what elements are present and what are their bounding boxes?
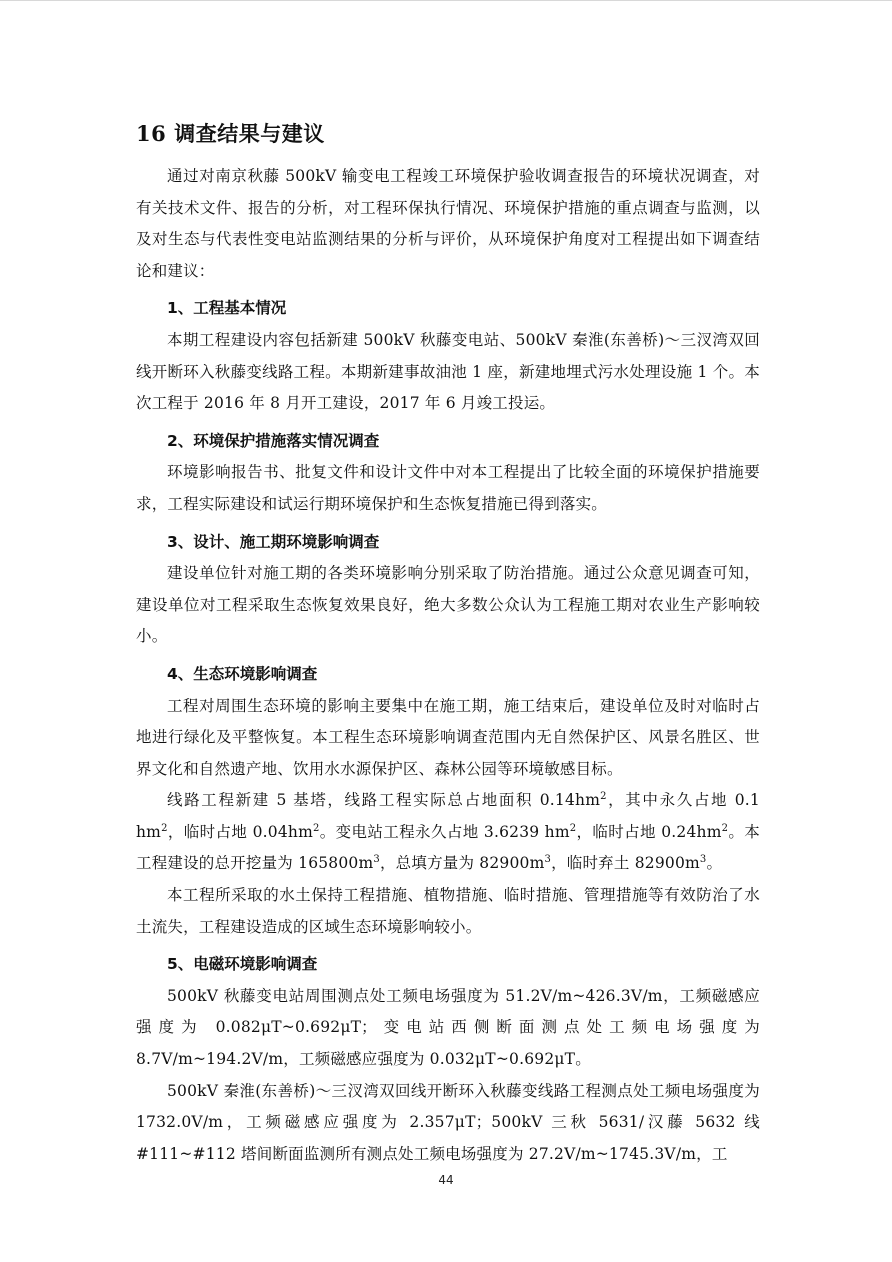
- intro-paragraph: 通过对南京秋藤 500kV 输变电工程竣工环境保护验收调查报告的环境状况调查，对有关技术文件、报告的分析，对工程环保执行情况、环境保护措施的重点调查与监测，以及对生态与代表性变电站监测结果的分析与评价，从环境保护角度对工程提出如下调查结论和建议：: [136, 167, 760, 280]
- heading-protection-measures: 2、环境保护措施落实情况调查: [167, 431, 380, 450]
- heading-basic-info: 1、工程基本情况: [167, 299, 287, 318]
- paragraph-basic-info: 本期工程建设内容包括新建 500kV 秋藤变电站、500kV 秦淮(东善桥)～三汊湾双回线开断环入秋藤变线路工程。本期新建事故油池 1 座，新建地埋式污水处理设施 1 个。本次工程于 2016 年 8 月开工建设，2017 年 6 月竣工投运。: [136, 330, 760, 413]
- paragraph-construction-impact: 建设单位针对施工期的各类环境影响分别采取了防治措施。通过公众意见调查可知，建设单位对工程采取生态恢复效果良好，绝大多数公众认为工程施工期对农业生产影响较小。: [136, 564, 760, 646]
- section-number: 16: [136, 121, 167, 146]
- section-title-text: 调查结果与建议: [174, 122, 325, 146]
- paragraph-ecological-impact: 工程对周围生态环境的影响主要集中在施工期，施工结束后，建设单位及时对临时占地进行绿化及平整恢复。本工程生态环境影响调查范围内无自然保护区、风景名胜区、世界文化和自然遗产地、饮用水水源保护区、森林公园等环境敏感目标。: [136, 696, 760, 778]
- paragraph-line-em: 500kV 秦淮(东善桥)～三汊湾双回线开断环入秋藤变线路工程测点处工频电场强度为 1732.0V/m，工频磁感应强度为 2.357μT；500kV 三秋 5631/汉藤 5632 线#111~#112 塔间断面监测所有测点处工频电场强度为 27.2V/m~1745.3V/m，工: [136, 1081, 760, 1163]
- paragraph-protection-measures: 环境影响报告书、批复文件和设计文件中对本工程提出了比较全面的环境保护措施要求，工程实际建设和试运行期环境保护和生态恢复措施已得到落实。: [136, 463, 760, 513]
- page-number: 44: [438, 1173, 454, 1187]
- section-title: [136, 119, 760, 149]
- paragraph-substation-em: 500kV 秋藤变电站周围测点处工频电场强度为 51.2V/m~426.3V/m，工频磁感应强度为 0.082μT~0.692μT；变电站西侧断面测点处工频电场强度为 8.7V/m~194.2V/m，工频磁感应强度为 0.032μT~0.692μT。: [136, 986, 760, 1069]
- heading-construction-impact: 3、设计、施工期环境影响调查: [167, 532, 380, 551]
- page-content: [136, 119, 760, 1170]
- paragraph-land-area: 线路工程新建 5 基塔，线路工程实际总占地面积 $0.14hm^2$，其中永久占地 0.1 $hm^2$，临时占地 $0.04hm^2$。变电站工程永久占地 3.6239 $hm^2$，临时占地 $0.24hm^2$。本工程建设的总开挖量为 $165800m^3$，总填方量为 $82900m^3$，临时弃土 $82900m^3$。: [136, 791, 760, 873]
- heading-electromagnetic-impact: 5、电磁环境影响调查: [167, 955, 318, 974]
- paragraph-soil-conservation: 本工程所采取的水土保持工程措施、植物措施、临时措施、管理措施等有效防治了水土流失，工程建设造成的区域生态环境影响较小。: [136, 886, 760, 936]
- heading-ecological-impact: 4、生态环境影响调查: [167, 664, 318, 683]
